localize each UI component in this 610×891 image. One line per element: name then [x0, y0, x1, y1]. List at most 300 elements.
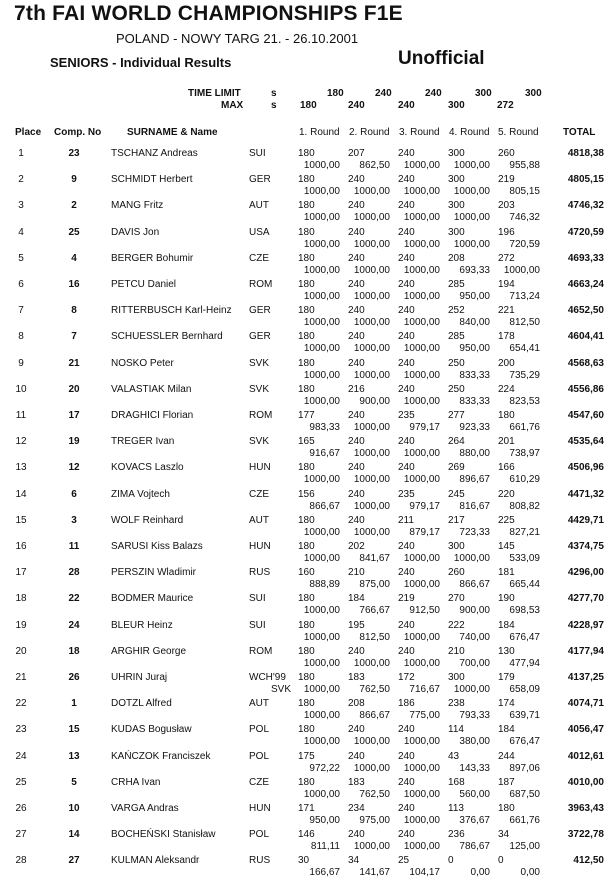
round-score-cell: 762,50	[359, 684, 390, 695]
name-cell: PETCU Daniel	[111, 279, 177, 290]
place-cell: 23	[15, 724, 27, 736]
round-score-cell: 866,67	[309, 500, 340, 512]
total-cell: 4720,59	[567, 226, 604, 238]
round-time-cell: 300	[448, 200, 465, 212]
round-time-cell: 180	[298, 698, 315, 710]
place-cell: 24	[15, 750, 27, 762]
round-time-cell: 114	[448, 724, 464, 736]
round-time-cell: 222	[448, 619, 465, 631]
round-time-cell: 250	[448, 383, 465, 395]
round-score-cell: 1000,00	[303, 160, 340, 171]
round-time-cell: 277	[448, 410, 465, 421]
time-limit-r2: 240	[375, 88, 392, 99]
round-time-cell: 184	[498, 619, 515, 631]
round-time-cell: 240	[398, 174, 415, 186]
round-score-cell: 1000,00	[403, 762, 440, 774]
round-scores	[290, 841, 540, 852]
round-time-cell: 240	[398, 541, 415, 552]
round-time-cell: 180	[298, 331, 315, 343]
round-time-cell: 208	[448, 252, 465, 264]
round-score-cell: 654,41	[509, 343, 540, 355]
table-row	[0, 513, 610, 539]
round-time-cell: 240	[398, 331, 415, 343]
round-scores	[290, 422, 540, 433]
round-time-cell: 175	[298, 750, 315, 762]
time-limit-label: TIME LIMIT	[188, 88, 241, 99]
round-time-cell: 240	[348, 279, 365, 290]
round-time-cell: 240	[398, 200, 415, 212]
round-time-cell: 180	[298, 226, 315, 238]
total-cell: 3963,43	[567, 803, 604, 814]
round-time-cell: 180	[298, 672, 315, 683]
round-scores	[290, 291, 540, 302]
table-row	[0, 408, 610, 434]
round-score-cell: 735,29	[509, 369, 540, 381]
place-cell: 7	[18, 305, 24, 317]
round-time-cell: 270	[448, 593, 465, 605]
round-time-cell: 300	[448, 672, 465, 683]
round-time-cell: 245	[448, 488, 465, 500]
round-times	[298, 436, 548, 447]
place-cell: 3	[18, 200, 24, 212]
comp-no-cell: 17	[68, 410, 80, 421]
round-time-cell: 196	[498, 226, 515, 238]
round-times	[298, 305, 548, 316]
round-score-cell: 1000,00	[453, 160, 490, 171]
round-score-cell: 1000,00	[453, 238, 490, 250]
place-cell: 14	[15, 488, 27, 500]
round-time-cell: 235	[398, 410, 415, 421]
round-time-cell: 285	[448, 331, 465, 343]
name-cell: VALASTIAK Milan	[111, 383, 192, 395]
total-cell: 4228,97	[567, 619, 604, 631]
round-scores	[290, 553, 540, 564]
name-cell: DOTZL Alfred	[111, 698, 172, 710]
name-cell: NOSKO Peter	[111, 357, 174, 369]
round-time-cell: 174	[498, 698, 515, 710]
place-cell: 19	[15, 619, 27, 631]
round-time-cell: 240	[348, 645, 365, 657]
max-unit: s	[271, 100, 277, 111]
total-cell: 4652,50	[567, 305, 604, 317]
round-time-cell: 165	[298, 436, 315, 448]
place-cell: 6	[18, 279, 24, 290]
round-score-cell: 1000,00	[303, 631, 340, 643]
round-time-cell: 180	[498, 410, 515, 421]
round-time-cell: 240	[398, 567, 415, 579]
round-time-cell: 240	[348, 462, 365, 474]
place-cell: 1	[18, 148, 24, 159]
round-time-cell: 195	[348, 619, 365, 631]
nation-cell: ROM	[249, 410, 273, 421]
table-row	[0, 434, 610, 460]
table-row	[0, 722, 610, 748]
round-score-cell: 676,47	[509, 631, 540, 643]
round-time-cell: 240	[348, 331, 365, 343]
round-score-cell: 639,71	[509, 710, 540, 722]
round-score-cell: 1000,00	[303, 605, 340, 617]
round-time-cell: 240	[398, 645, 415, 657]
round-score-cell: 1000,00	[303, 474, 340, 486]
comp-no-cell: 22	[68, 593, 80, 605]
round-time-cell: 240	[398, 829, 415, 841]
nation-cell: HUN	[249, 462, 271, 474]
round-time-cell: 225	[498, 514, 515, 526]
round-time-cell: 30	[298, 855, 310, 867]
round-time-cell: 236	[448, 829, 465, 841]
place-cell: 2	[18, 174, 24, 186]
place-cell: 21	[15, 672, 27, 683]
comp-no-cell: 8	[71, 305, 77, 317]
nation-cell: SUI	[249, 619, 266, 631]
round-score-cell: 1000,00	[353, 526, 390, 538]
comp-no-cell: 12	[68, 462, 80, 474]
round-times	[298, 253, 548, 264]
round-time-cell: 207	[348, 148, 365, 159]
max-r5: 272	[497, 100, 514, 111]
table-row	[0, 591, 610, 617]
round-score-cell: 955,88	[509, 160, 540, 171]
round-time-cell: 240	[348, 252, 365, 264]
round-score-cell: 738,97	[509, 448, 540, 460]
total-cell: 4506,96	[567, 462, 604, 474]
round-times	[298, 829, 548, 840]
nation-cell: ROM	[249, 645, 273, 657]
round-score-cell: 1000,00	[403, 553, 440, 564]
nation-cell: SVK	[249, 383, 270, 395]
round-time-cell: 184	[348, 593, 365, 605]
comp-no-cell: 11	[68, 541, 80, 552]
round-times	[298, 646, 548, 657]
col-header-round-2: 2. Round	[349, 127, 390, 138]
total-cell: 3722,78	[567, 829, 604, 841]
round-time-cell: 238	[448, 698, 465, 710]
round-score-cell: 805,15	[509, 186, 540, 198]
round-score-cell: 896,67	[459, 474, 490, 486]
place-cell: 10	[15, 383, 27, 395]
round-time-cell: 172	[398, 672, 415, 683]
nation-cell: ROM	[249, 279, 273, 290]
comp-no-cell: 14	[68, 829, 80, 841]
comp-no-cell: 24	[68, 619, 80, 631]
round-times	[298, 855, 548, 866]
nation-cell: AUT	[249, 514, 269, 526]
nation-cell: CZE	[249, 776, 269, 788]
round-times	[298, 148, 548, 159]
name-cell: DRAGHICI Florian	[111, 410, 194, 421]
round-times	[298, 384, 548, 395]
round-score-cell: 916,67	[309, 448, 340, 460]
round-time-cell: 180	[298, 174, 315, 186]
place-cell: 20	[15, 645, 27, 657]
max-r3: 240	[398, 100, 415, 111]
place-cell: 12	[15, 436, 27, 448]
round-time-cell: 264	[448, 436, 465, 448]
table-row	[0, 172, 610, 198]
round-time-cell: 240	[398, 279, 415, 290]
round-times	[298, 567, 548, 578]
round-times	[298, 620, 548, 631]
round-time-cell: 208	[348, 698, 365, 710]
round-time-cell: 244	[498, 750, 515, 762]
round-time-cell: 240	[348, 200, 365, 212]
round-score-cell: 1000,00	[303, 291, 340, 302]
round-score-cell: 1000,00	[403, 736, 440, 748]
table-row	[0, 853, 610, 879]
round-time-cell: 201	[498, 436, 515, 448]
round-time-cell: 240	[348, 357, 365, 369]
round-times	[298, 489, 548, 500]
round-time-cell: 113	[448, 803, 464, 814]
comp-no-cell: 9	[71, 174, 77, 186]
round-score-cell: 983,33	[309, 422, 340, 433]
table-row	[0, 801, 610, 827]
round-time-cell: 240	[398, 148, 415, 159]
place-cell: 18	[15, 593, 27, 605]
round-score-cell: 972,22	[309, 762, 340, 774]
round-score-cell: 713,24	[509, 291, 540, 302]
round-score-cell: 827,21	[509, 526, 540, 538]
round-time-cell: 260	[498, 148, 515, 159]
round-score-cell: 1000,00	[303, 788, 340, 800]
round-score-cell: 880,00	[459, 448, 490, 460]
nation-cell: SUI	[249, 593, 266, 605]
round-time-cell: 240	[348, 410, 365, 421]
table-row	[0, 618, 610, 644]
total-cell: 4818,38	[567, 148, 604, 159]
nation-cell: GER	[249, 174, 271, 186]
round-score-cell: 1000,00	[503, 264, 540, 276]
round-scores	[290, 605, 540, 616]
nation-cell: CZE	[249, 488, 269, 500]
round-score-cell: 676,47	[509, 736, 540, 748]
total-cell: 4374,75	[567, 541, 604, 552]
round-times	[298, 724, 548, 735]
total-cell: 4535,64	[567, 436, 604, 448]
max-r1: 180	[300, 100, 317, 111]
round-time-cell: 180	[298, 645, 315, 657]
round-times	[298, 331, 548, 342]
total-cell: 4746,32	[567, 200, 604, 212]
round-time-cell: 216	[348, 383, 365, 395]
round-time-cell: 220	[498, 488, 515, 500]
round-score-cell: 900,00	[459, 605, 490, 617]
round-score-cell: 1000,00	[353, 291, 390, 302]
round-time-cell: 0	[448, 855, 454, 867]
nation-cell: CZE	[249, 252, 269, 264]
round-score-cell: 833,33	[459, 395, 490, 407]
comp-no-cell: 6	[71, 488, 77, 500]
round-time-cell: 179	[498, 672, 515, 683]
round-scores	[290, 710, 540, 721]
round-times	[298, 593, 548, 604]
round-times	[298, 200, 548, 211]
round-time-cell: 252	[448, 305, 465, 317]
round-time-cell: 180	[298, 724, 315, 736]
event-location-dates: POLAND - NOWY TARG 21. - 26.10.2001	[116, 31, 359, 46]
round-score-cell: 1000,00	[353, 422, 390, 433]
nation-cell: USA	[249, 226, 270, 238]
total-cell: 4010,00	[567, 776, 604, 788]
round-time-cell: 180	[298, 279, 315, 290]
total-cell: 4556,86	[567, 383, 604, 395]
round-time-cell: 183	[348, 672, 365, 683]
round-scores	[290, 684, 540, 695]
name-cell: DAVIS Jon	[111, 226, 160, 238]
round-times	[298, 777, 548, 788]
section-title: SENIORS - Individual Results	[50, 55, 232, 70]
place-cell: 15	[15, 514, 27, 526]
comp-no-cell: 28	[68, 567, 80, 579]
max-r2: 240	[348, 100, 365, 111]
total-cell: 412,50	[573, 855, 604, 867]
time-limit-unit: s	[271, 88, 277, 99]
round-scores	[290, 448, 540, 459]
round-time-cell: 194	[498, 279, 515, 290]
comp-no-cell: 7	[71, 331, 77, 343]
round-time-cell: 240	[398, 436, 415, 448]
round-time-cell: 250	[448, 357, 465, 369]
round-time-cell: 269	[448, 462, 465, 474]
round-time-cell: 219	[398, 593, 415, 605]
round-score-cell: 1000,00	[403, 343, 440, 355]
page-title: 7th FAI WORLD CHAMPIONSHIPS F1E	[14, 2, 403, 25]
round-score-cell: 1000,00	[403, 264, 440, 276]
table-row	[0, 329, 610, 355]
place-cell: 11	[15, 410, 27, 421]
round-time-cell: 180	[298, 200, 315, 212]
comp-no-cell: 5	[71, 776, 77, 788]
comp-no-cell: 2	[71, 200, 77, 212]
table-row	[0, 382, 610, 408]
nation-cell: RUS	[249, 567, 271, 579]
nation-cell: AUT	[249, 200, 269, 212]
nation-cell: HUN	[249, 803, 271, 814]
name-cell: KAŃCZOK Franciszek	[111, 750, 211, 762]
round-score-cell: 693,33	[459, 264, 490, 276]
round-score-cell: 979,17	[409, 500, 440, 512]
round-scores	[290, 317, 540, 328]
place-cell: 27	[15, 829, 27, 841]
round-times	[298, 515, 548, 526]
round-time-cell: 240	[348, 436, 365, 448]
round-time-cell: 203	[498, 200, 515, 212]
round-score-cell: 866,67	[359, 710, 390, 722]
place-cell: 9	[18, 357, 24, 369]
round-score-cell: 1000,00	[403, 291, 440, 302]
round-time-cell: 240	[398, 803, 415, 814]
table-row	[0, 225, 610, 251]
round-scores	[290, 867, 540, 878]
round-score-cell: 746,32	[509, 212, 540, 224]
round-score-cell: 775,00	[409, 710, 440, 722]
round-score-cell: 665,44	[509, 579, 540, 591]
round-time-cell: 240	[398, 226, 415, 238]
round-time-cell: 156	[298, 488, 315, 500]
round-score-cell: 1000,00	[403, 186, 440, 198]
round-time-cell: 210	[448, 645, 465, 657]
table-row	[0, 460, 610, 486]
comp-no-cell: 19	[68, 436, 80, 448]
round-time-cell: 180	[298, 252, 315, 264]
round-score-cell: 766,67	[359, 605, 390, 617]
name-cell: BERGER Bohumir	[111, 252, 194, 264]
col-header-comp-no: Comp. No	[54, 127, 102, 138]
round-score-cell: 661,76	[509, 422, 540, 433]
place-cell: 8	[18, 331, 24, 343]
round-time-cell: 240	[398, 462, 415, 474]
table-row	[0, 277, 610, 303]
round-scores	[290, 632, 540, 643]
total-cell: 4663,24	[567, 279, 604, 290]
total-cell: 4177,94	[567, 645, 604, 657]
round-score-cell: 1000,00	[303, 369, 340, 381]
round-score-cell: 1000,00	[353, 369, 390, 381]
round-score-cell: 879,17	[409, 526, 440, 538]
nation-cell: HUN	[249, 541, 271, 552]
round-score-cell: 1000,00	[353, 736, 390, 748]
round-score-cell: 808,82	[509, 500, 540, 512]
col-header-round-1: 1. Round	[299, 127, 340, 138]
round-time-cell: 240	[348, 829, 365, 841]
table-row	[0, 644, 610, 670]
table-row	[0, 198, 610, 224]
nation-cell: GER	[249, 305, 271, 317]
round-score-cell: 812,50	[509, 317, 540, 329]
round-score-cell: 1000,00	[453, 553, 490, 564]
round-time-cell: 34	[348, 855, 360, 867]
round-time-cell: 240	[348, 305, 365, 317]
max-r4: 300	[448, 100, 465, 111]
round-score-cell: 125,00	[509, 841, 540, 853]
round-time-cell: 211	[398, 514, 414, 526]
round-score-cell: 840,00	[459, 317, 490, 329]
round-score-cell: 950,00	[459, 343, 490, 355]
round-times	[298, 358, 548, 369]
round-score-cell: 1000,00	[303, 264, 340, 276]
comp-no-cell: 20	[68, 383, 80, 395]
round-scores	[290, 658, 540, 669]
nation-cell: WCH'99	[249, 672, 286, 683]
round-scores	[290, 736, 540, 747]
round-time-cell: 166	[498, 462, 515, 474]
name-cell: VARGA Andras	[111, 803, 179, 814]
round-time-cell: 180	[498, 803, 515, 814]
nation-cell: AUT	[249, 698, 269, 710]
round-score-cell: 1000,00	[403, 160, 440, 171]
round-times	[298, 174, 548, 185]
round-time-cell: 180	[298, 148, 315, 159]
round-time-cell: 180	[298, 462, 315, 474]
table-row	[0, 696, 610, 722]
round-score-cell: 862,50	[359, 160, 390, 171]
round-score-cell: 923,33	[459, 422, 490, 433]
round-score-cell: 1000,00	[303, 526, 340, 538]
round-score-cell: 1000,00	[453, 186, 490, 198]
comp-no-cell: 4	[71, 252, 77, 264]
round-score-cell: 1000,00	[403, 395, 440, 407]
round-time-cell: 272	[498, 252, 515, 264]
round-time-cell: 184	[498, 724, 515, 736]
col-header-total: TOTAL	[563, 127, 596, 138]
round-score-cell: 812,50	[359, 631, 390, 643]
total-cell: 4805,15	[567, 174, 604, 186]
nation-cell-secondary: SVK	[271, 684, 292, 695]
round-time-cell: 145	[498, 541, 515, 552]
round-score-cell: 1000,00	[403, 631, 440, 643]
round-score-cell: 1000,00	[353, 657, 390, 669]
place-cell: 26	[15, 803, 27, 814]
